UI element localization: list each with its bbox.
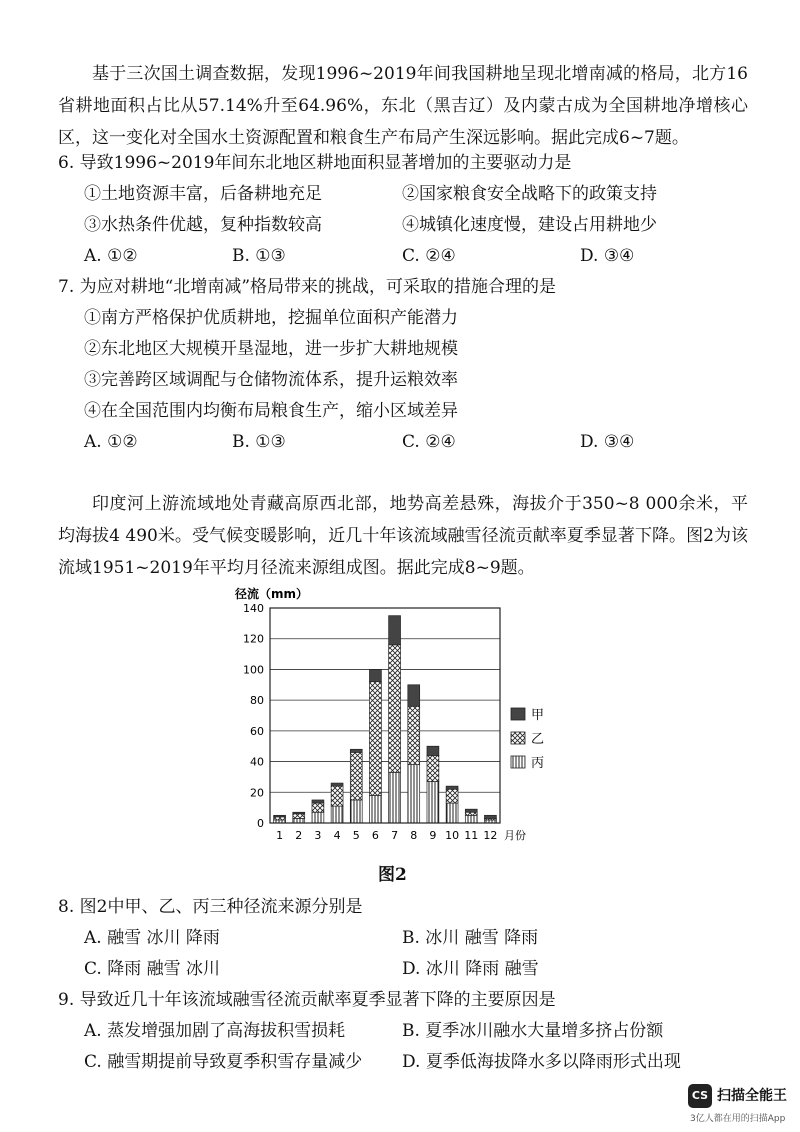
legend-label: 丙 — [531, 756, 545, 771]
legend-swatch-乙 — [511, 732, 525, 744]
x-tick-label: 10 — [445, 829, 460, 842]
x-tick-label: 12 — [483, 829, 498, 842]
x-tick-label: 9 — [429, 829, 437, 842]
q7-choice-a: A. ①② — [84, 432, 138, 452]
q7-item-2: ②东北地区大规模开垦湿地，进一步扩大耕地规模 — [84, 339, 458, 359]
figure-caption: 图2 — [378, 865, 407, 885]
bar-segment-甲 — [369, 669, 381, 681]
passage-6-7: 基于三次国土调查数据，发现1996~2019年间我国耕地呈现北增南减的格局，北方16省耕地面积占比从57.14%升至64.96%，东北（黑吉辽）及内蒙古成为全国耕地净增核心区，这一变化对全国水土资源配置和粮食生产布局产生深远影响。据此完成6~7题。 — [58, 64, 748, 148]
bar-segment-甲 — [331, 783, 343, 786]
x-tick-label: 11 — [464, 829, 479, 842]
y-tick-label: 60 — [250, 724, 264, 738]
bar-segment-丙 — [427, 782, 439, 823]
bar-segment-甲 — [350, 749, 362, 752]
bar-segment-乙 — [331, 786, 343, 806]
x-axis-label: 月份 — [504, 829, 526, 842]
bar-segment-甲 — [408, 685, 420, 707]
q6-choice-b: B. ①③ — [232, 246, 286, 266]
q6-item-1: ①土地资源丰富，后备耕地充足 — [84, 184, 322, 204]
y-tick-label: 20 — [250, 786, 264, 800]
q9-choice-a: A. 蒸发增强加剧了高海拔积雪损耗 — [84, 1021, 346, 1041]
bar-segment-乙 — [293, 814, 305, 819]
bar-segment-甲 — [293, 812, 305, 814]
q9-choice-c: C. 融雪期提前导致夏季积雪存量减少 — [84, 1052, 363, 1072]
x-tick-label: 8 — [410, 829, 418, 842]
question-9-stem: 9. 导致近几十年该流域融雪径流贡献率夏季显著下降的主要原因是 — [58, 990, 556, 1010]
bar-segment-丙 — [369, 795, 381, 823]
q6-choice-d: D. ③④ — [580, 246, 635, 266]
bar-segment-乙 — [369, 682, 381, 796]
x-tick-label: 1 — [276, 829, 284, 842]
q7-choice-c: C. ②④ — [402, 432, 456, 452]
q6-choice-a: A. ①② — [84, 246, 138, 266]
legend-label: 甲 — [531, 708, 545, 723]
bar-segment-丙 — [465, 815, 477, 823]
x-tick-label: 7 — [391, 829, 399, 842]
runoff-stacked-bar-chart — [230, 578, 560, 858]
q7-choice-b: B. ①③ — [232, 432, 286, 452]
legend-swatch-丙 — [511, 756, 525, 768]
q6-item-3: ③水热条件优越，复种指数较高 — [84, 215, 322, 235]
bar-segment-丙 — [312, 812, 324, 823]
bar-segment-乙 — [408, 706, 420, 764]
x-tick-label: 2 — [295, 829, 303, 842]
x-tick-label: 6 — [371, 829, 379, 842]
q7-item-3: ③完善跨区域调配与仓储物流体系，提升运粮效率 — [84, 370, 458, 390]
bar-segment-丙 — [446, 803, 458, 823]
bar-segment-乙 — [350, 752, 362, 800]
bar-segment-甲 — [389, 616, 401, 645]
bar-segment-甲 — [274, 815, 286, 817]
y-tick-label: 120 — [243, 632, 264, 646]
x-tick-label: 3 — [314, 829, 322, 842]
x-tick-label: 4 — [333, 829, 341, 842]
bar-segment-甲 — [465, 809, 477, 812]
bar-segment-乙 — [427, 755, 439, 781]
bar-segment-甲 — [312, 800, 324, 803]
bar-segment-丙 — [293, 818, 305, 823]
legend-label: 乙 — [531, 732, 545, 747]
q8-choice-d: D. 冰川 降雨 融雪 — [402, 959, 539, 979]
legend-swatch-甲 — [511, 708, 525, 720]
bar-segment-丙 — [408, 765, 420, 823]
bar-segment-甲 — [446, 786, 458, 789]
q8-choice-a: A. 融雪 冰川 降雨 — [84, 928, 220, 948]
watermark-tagline: 3亿人都在用的扫描App — [690, 1114, 786, 1124]
q8-choice-c: C. 降雨 融雪 冰川 — [84, 959, 221, 979]
bar-segment-甲 — [484, 815, 496, 818]
question-8-stem: 8. 图2中甲、乙、丙三种径流来源分别是 — [58, 897, 363, 917]
q7-item-4: ④在全国范围内均衡布局粮食生产，缩小区域差异 — [84, 401, 458, 421]
bar-segment-乙 — [465, 812, 477, 815]
bar-segment-乙 — [389, 645, 401, 772]
question-7-stem: 7. 为应对耕地“北增南减”格局带来的挑战，可采取的措施合理的是 — [58, 277, 557, 297]
bar-segment-丙 — [389, 772, 401, 823]
y-tick-label: 80 — [250, 694, 264, 708]
q9-choice-d: D. 夏季低海拔降水多以降雨形式出现 — [402, 1052, 681, 1072]
y-tick-label: 140 — [243, 602, 264, 615]
bar-segment-丙 — [350, 800, 362, 823]
watermark-app-name: 扫描全能王 — [717, 1088, 787, 1104]
q7-item-1: ①南方严格保护优质耕地，挖掘单位面积产能潜力 — [84, 308, 458, 328]
camscanner-logo-icon: CS — [688, 1084, 712, 1108]
y-tick-label: 40 — [250, 755, 264, 769]
q9-choice-b: B. 夏季冰川融水大量增多挤占份额 — [402, 1021, 664, 1041]
q6-choice-c: C. ②④ — [402, 246, 456, 266]
q8-choice-b: B. 冰川 融雪 降雨 — [402, 928, 539, 948]
y-tick-label: 100 — [243, 663, 264, 677]
bar-segment-乙 — [274, 817, 286, 820]
q6-item-2: ②国家粮食安全战略下的政策支持 — [402, 184, 657, 204]
y-tick-label: 0 — [257, 817, 264, 830]
q7-choice-d: D. ③④ — [580, 432, 635, 452]
q6-item-4: ④城镇化速度慢，建设占用耕地少 — [402, 215, 657, 235]
bar-segment-甲 — [427, 746, 439, 755]
bar-segment-丙 — [331, 806, 343, 823]
plot-frame — [270, 608, 500, 823]
y-axis-label: 径流（mm） — [235, 587, 309, 601]
bar-segment-乙 — [446, 789, 458, 803]
bar-segment-乙 — [312, 803, 324, 812]
x-tick-label: 5 — [352, 829, 360, 842]
question-6-stem: 6. 导致1996~2019年间东北地区耕地面积显著增加的主要驱动力是 — [58, 153, 572, 173]
passage-8-9: 印度河上游流域地处青藏高原西北部，地势高差悬殊，海拔介于350~8 000余米，平均海拔4 490米。受气候变暖影响，近几十年该流域融雪径流贡献率夏季显著下降。图2为该流域1951~2019年平均月径流来源组成图。据此完成8~9题。 — [58, 494, 748, 578]
